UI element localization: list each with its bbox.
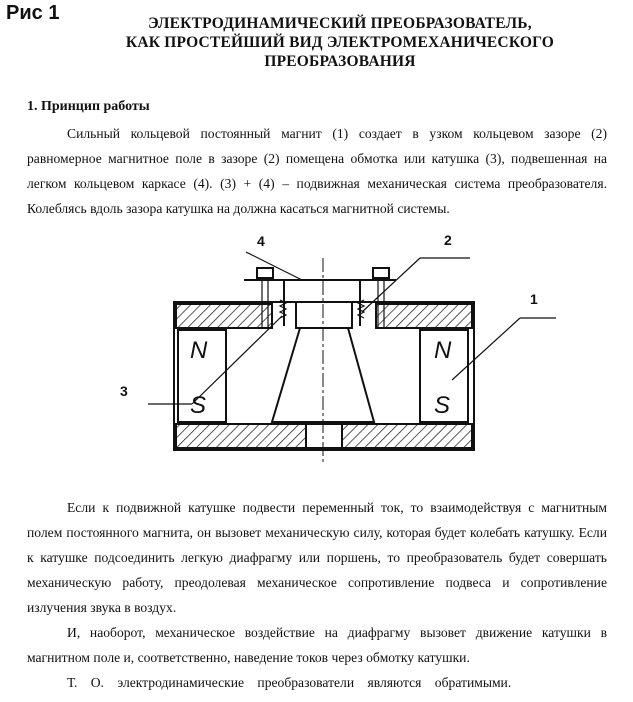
callout-4: 4	[257, 233, 265, 249]
paragraph-3-text: И, наоборот, механическое воздействие на диафрагму вызовет движение катушки в магнитном поле и, соответственно, наведение токов через обмотку катушки.	[27, 625, 607, 665]
paragraph-3	[27, 620, 607, 670]
top-plate-right	[376, 304, 472, 328]
bottom-plate-center	[306, 424, 342, 448]
paragraph-2-text: Если к подвижной катушке подвести переменный ток, то взаимодействуя с магнитным полем постоянного магнита, он вызовет механическую силу, которая будет колебать катушку. Если к катушке подсоединить легкую диафрагму или поршень, то преобразователь будет совершать механическую работу, преодолевая механическое сопротивление подвеса и сопротивление излучения звука в воздух.	[27, 500, 607, 615]
figure-label: Рис 1	[6, 2, 60, 24]
title-line-3: ПРЕОБРАЗОВАНИЯ	[264, 53, 416, 70]
title-line-1: ЭЛЕКТРОДИНАМИЧЕСКИЙ ПРЕОБРАЗОВАТЕЛЬ,	[148, 15, 532, 32]
callout-1: 1	[530, 291, 538, 307]
callout-2: 2	[444, 232, 452, 248]
bottom-plate-right	[342, 424, 472, 448]
paragraph-1-text: Сильный кольцевой постоянный магнит (1) создает в узком кольцевом зазоре (2) равномерное магнитное поле в зазоре (2) помещена обмотка или катушка (3), подвешенная на легком кольцевом каркасе (4). (3) + (4) – подвижная механическая система преобразователя. Колеблясь вдоль зазора катушка на должна касаться магнитной системы.	[27, 126, 607, 216]
top-plate-left	[176, 304, 272, 328]
pole-piece-top	[296, 302, 352, 328]
bolt-right-head	[373, 268, 389, 278]
paragraph-4	[27, 670, 607, 695]
bolt-left-head	[257, 268, 273, 278]
pole-s-right: S	[434, 392, 451, 419]
paragraph-2	[27, 495, 607, 620]
pole-n-right: N	[434, 337, 452, 364]
paragraph-4-text: Т. О. электродинамические преобразователи являются обратимыми.	[67, 675, 512, 690]
section-heading: 1. Принцип работы	[27, 99, 150, 114]
bottom-plate-left	[176, 424, 306, 448]
pole-s-left: S	[190, 392, 207, 419]
callout-3: 3	[120, 383, 128, 399]
title-line-2: КАК ПРОСТЕЙШИЙ ВИД ЭЛЕКТРОМЕХАНИЧЕСКОГО	[125, 34, 555, 51]
pole-n-left: N	[190, 337, 208, 364]
